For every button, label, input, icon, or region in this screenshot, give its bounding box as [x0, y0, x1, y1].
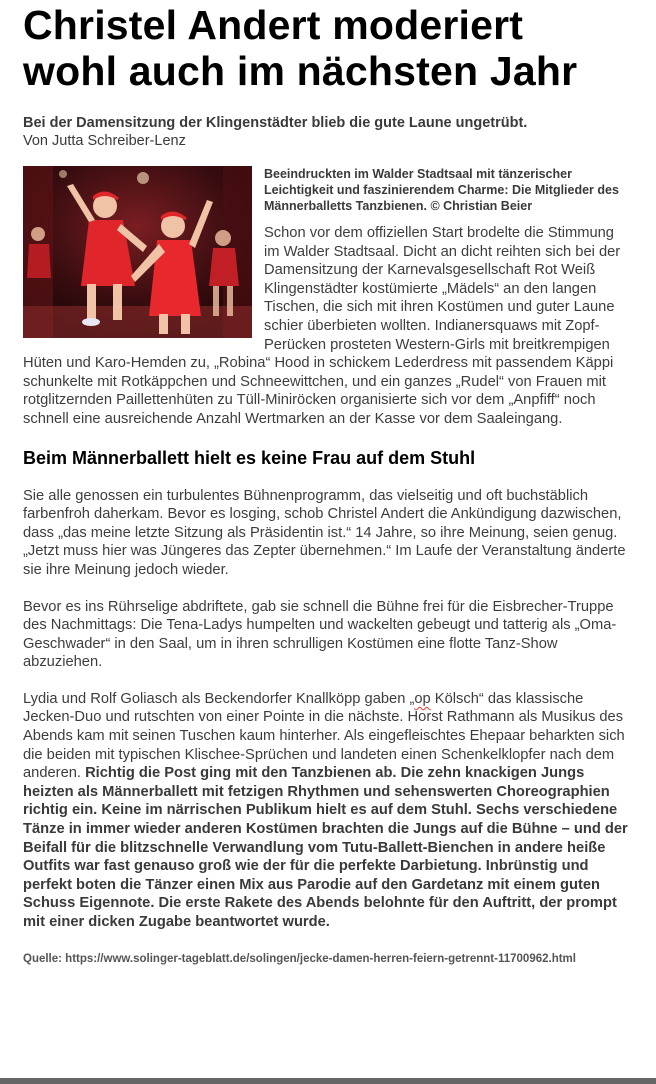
article-paragraph: Sie alle genossen ein turbulentes Bühnenprogramm, das vielseitig und oft buchstäblich farbenfroh daherkam. Bevor es losging, schob Christel Andert die Ankündigung dazwischen, dass „das meine letzte Sitzung als Präsidentin ist.“ 14 Jahre, so ihre Meinung, seien genug. „Jetzt muss hier was Jüngeres das Zepter übernehmen.“ Im Laufe der Veranstaltung änderte sie ihre Meinung jedoch wieder. — [23, 487, 626, 578]
bottom-divider — [0, 1078, 656, 1084]
spellcheck-marked-word[interactable]: op — [414, 690, 431, 707]
article-paragraph: Bevor es ins Rührselige abdriftete, gab sie schnell die Bühne frei für die Eisbrecher-Truppe des Nachmittags: Die Tena-Ladys humpelten und wackelten gebeugt und tatterig als „Oma-Geschwader“ in den Saal, um in ihren schrulligen Kostümen eine flotte Tanz-Show abzuziehen. — [23, 598, 617, 671]
article-paragraph: Schon vor dem offiziellen Start brodelte die Stimmung im Walder Stadtsaal. Dicht an dicht reihten sich bei der Damensitzung der Karnevalsgesellschaft Rot Weiß Klingenstädter kostümierte „Mädels“ an den langen Tischen, die sich mit ihren Kostümen und guter Laune schier überbieten wollten. Indianersquaws mit Zopf-Perücken prosteten Western-Girls mit breitkrempigen Hüten und Karo-Hemden zu, „Robina“ Hood in schickem Lederdress mit passendem Käppi schunkelte mit Rotkäppchen und Schneewittchen, und ein ganzes „Rudel“ von Frauen mit rotglitzernden Paillettenhüten zu Tüll-Miniröcken organisierte sich vor dem „Anpfiff“ noch schnell eine ausreichende Anzahl Wertmarken an der Kasse vor dem Saaleingang. — [23, 225, 621, 427]
article-title: Christel Andert moderiert wohl auch im nächsten Jahr — [23, 2, 578, 94]
paragraph-text: Kölsch“ das klassische Jecken-Duo und rutschten von einer Pointe in die nächste. Horst Rathmann als Musikus des Abends kam mit seinen Tuschen kaum hinterher. Als eingefleischtes Ehepaar beharkten sich die beiden mit typischen Klischee-Sprüchen und landeten einen Schenkelklopfer nach dem anderen. — [23, 690, 625, 782]
article-author: Von Jutta Schreiber-Lenz — [23, 133, 186, 149]
article-photo — [23, 166, 252, 338]
article-lead: Bei der Damensitzung der Klingenstädter blieb die gute Laune ungetrübt. — [23, 115, 528, 131]
article-subheading: Beim Männerballett hielt es keine Frau auf dem Stuhl — [23, 447, 476, 468]
article — [23, 0, 628, 978]
source-link[interactable]: Quelle: https://www.solinger-tageblatt.de/solingen/jecke-damen-herren-feiern-getrennt-11700962.html — [23, 952, 576, 965]
paragraph-text: Lydia und Rolf Goliasch als Beckendorfer Knallköpp gaben „ — [23, 690, 415, 707]
article-paragraph — [23, 690, 628, 932]
photo-caption: Beeindruckten im Walder Stadtsaal mit tänzerischer Leichtigkeit und faszinierendem Charme: Die Mitglieder des Männerballetts Tanzbienen. © Christian Beier — [264, 167, 619, 213]
paragraph-bold-text: Richtig die Post ging mit den Tanzbienen ab. Die zehn knackigen Jungs heizten als Männerballett mit fetzigen Rhythmen und sehenswerten Choreographien richtig ein. Keine im närrischen Publikum hielt es auf dem Stuhl. Sechs verschiedene Tänze in immer wieder anderen Kostümen brachten die Jungs auf die Bühne – und der Beifall für die blitzschnelle Verwandlung vom Tutu-Ballett-Bienchen in andere heiße Outfits war fast genauso groß wie der für die perfekte Darbietung. Inbrünstig und perfekt boten die Tänzer einen Mix aus Parodie auf den Gardetanz mit einem guten Schuss Eigennote. Die erste Rakete des Abends belohnte für den Auftritt, der prompt mit einer dicken Zugabe beantwortet wurde. — [23, 765, 628, 930]
